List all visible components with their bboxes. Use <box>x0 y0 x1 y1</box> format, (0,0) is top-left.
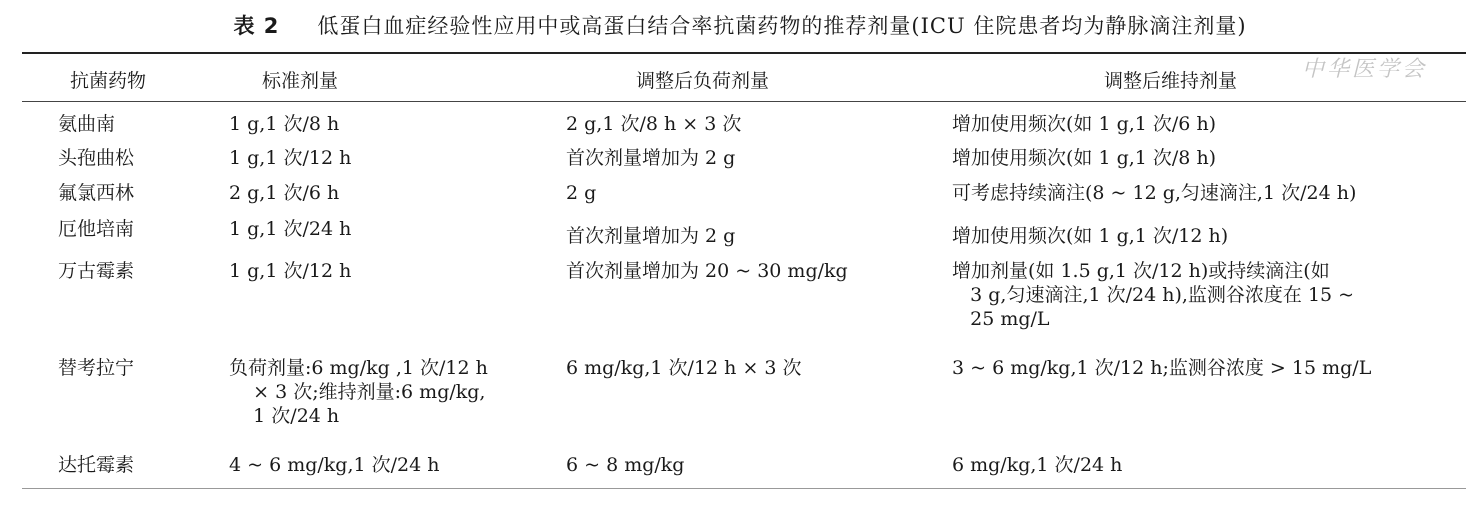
table-cell-loading: 6 ~ 8 mg/kg <box>566 454 685 476</box>
table-cell-drug: 头孢曲松 <box>58 147 135 169</box>
table-cell-standard: 1 g,1 次/12 h <box>229 147 352 169</box>
table-cell-maintenance: 3 ~ 6 mg/kg,1 次/12 h;监测谷浓度 > 15 mg/L <box>952 357 1372 379</box>
table-cell-standard: 1 g,1 次/12 h <box>229 260 352 282</box>
table-cell-loading: 2 g,1 次/8 h × 3 次 <box>566 113 742 135</box>
header-loading-dose: 调整后负荷剂量 <box>636 70 770 92</box>
header-maintenance-dose: 调整后维持剂量 <box>1104 70 1238 92</box>
table-label: 表 2 <box>233 14 280 38</box>
table-cell-maintenance: 增加剂量(如 1.5 g,1 次/12 h)或持续滴注(如 3 g,匀速滴注,1 次/24 h),监测谷浓度在 15 ~ 25 mg/L <box>952 260 1355 330</box>
table-cell-drug: 氟氯西林 <box>58 182 135 204</box>
table-caption <box>0 10 1480 40</box>
table-cell-loading: 2 g <box>566 182 597 204</box>
table-cell-maintenance: 增加使用频次(如 1 g,1 次/6 h) <box>952 113 1217 135</box>
header-standard-dose: 标准剂量 <box>262 70 339 92</box>
table-cell-drug: 达托霉素 <box>58 454 135 476</box>
top-rule <box>22 52 1466 54</box>
table-cell-standard: 2 g,1 次/6 h <box>229 182 340 204</box>
table-cell-standard: 4 ~ 6 mg/kg,1 次/24 h <box>229 454 440 476</box>
watermark-logo: 中华医学会 <box>1302 57 1428 82</box>
table-cell-loading: 6 mg/kg,1 次/12 h × 3 次 <box>566 357 802 379</box>
table-cell-drug: 万古霉素 <box>58 260 135 282</box>
bottom-rule <box>22 488 1466 489</box>
table-cell-maintenance: 增加使用频次(如 1 g,1 次/8 h) <box>952 147 1217 169</box>
table-cell-drug: 氨曲南 <box>58 113 116 135</box>
table-cell-maintenance: 增加使用频次(如 1 g,1 次/12 h) <box>952 225 1229 247</box>
table-cell-standard: 1 g,1 次/8 h <box>229 113 340 135</box>
header-drug: 抗菌药物 <box>70 70 147 92</box>
table-cell-standard: 1 g,1 次/24 h <box>229 218 352 240</box>
table-cell-maintenance: 6 mg/kg,1 次/24 h <box>952 454 1123 476</box>
table-cell-drug: 替考拉宁 <box>58 357 135 379</box>
header-rule <box>22 101 1466 102</box>
table-cell-drug: 厄他培南 <box>58 218 135 240</box>
table-title: 低蛋白血症经验性应用中或高蛋白结合率抗菌药物的推荐剂量(ICU 住院患者均为静脉滴注剂量) <box>317 14 1247 38</box>
table-cell-standard: 负荷剂量:6 mg/kg ,1 次/12 h × 3 次;维持剂量:6 mg/kg, 1 次/24 h <box>229 357 488 427</box>
table-cell-loading: 首次剂量增加为 20 ~ 30 mg/kg <box>566 260 848 282</box>
table-cell-loading: 首次剂量增加为 2 g <box>566 147 736 169</box>
table-cell-loading: 首次剂量增加为 2 g <box>566 225 736 247</box>
table-cell-maintenance: 可考虑持续滴注(8 ~ 12 g,匀速滴注,1 次/24 h) <box>952 182 1357 204</box>
